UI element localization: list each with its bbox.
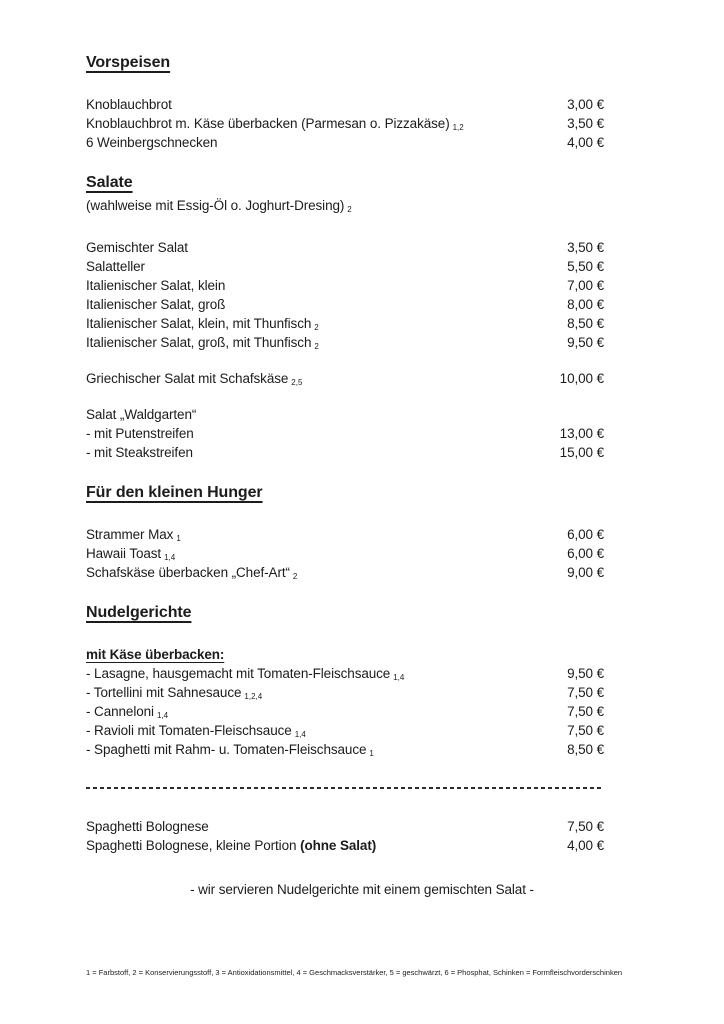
menu-group bbox=[86, 817, 604, 855]
item-name-text: Italienischer Salat, klein bbox=[86, 278, 226, 293]
item-name bbox=[86, 683, 548, 702]
item-name-text: - Canneloni bbox=[86, 704, 154, 719]
section-subtitle bbox=[86, 196, 604, 215]
menu-item-row bbox=[86, 276, 604, 295]
menu-item-row bbox=[86, 721, 604, 740]
item-name-text: Knoblauchbrot m. Käse überbacken (Parmesan o. Pizzakäse) bbox=[86, 116, 450, 131]
menu-section-nudelgerichte bbox=[86, 604, 604, 855]
item-price: 7,50 € bbox=[567, 685, 604, 700]
menu-item-row bbox=[86, 405, 604, 424]
footnote-ref: 2 bbox=[314, 323, 319, 332]
item-price: 9,00 € bbox=[567, 565, 604, 580]
item-name-text: - Ravioli mit Tomaten-Fleischsauce bbox=[86, 723, 292, 738]
footnote-legend: 1 = Farbstoff, 2 = Konservierungsstoff, 3 = Antioxidationsmittel, 4 = Geschmacksverstärker, 5 = geschwärzt, 6 = Phosphat, Schinken = Formfleischvorderschinken bbox=[86, 968, 623, 977]
item-name bbox=[86, 721, 548, 740]
item-name bbox=[86, 333, 548, 352]
footnote-ref: 1,4 bbox=[294, 730, 306, 739]
item-name bbox=[86, 238, 548, 257]
menu-item-row bbox=[86, 295, 604, 314]
menu-group bbox=[86, 95, 604, 152]
item-name-text: Schafskäse überbacken „Chef-Art“ bbox=[86, 565, 290, 580]
item-name-text: Spaghetti Bolognese, kleine Portion bbox=[86, 837, 301, 853]
item-price: 13,00 € bbox=[559, 426, 604, 441]
item-name-text: - Lasagne, hausgemacht mit Tomaten-Fleischsauce bbox=[86, 666, 391, 681]
item-price: 8,00 € bbox=[567, 297, 604, 312]
section-title: Nudelgerichte bbox=[86, 604, 192, 621]
menu-section-salate bbox=[86, 174, 604, 462]
item-price: 9,50 € bbox=[567, 335, 604, 350]
item-name-text: - mit Steakstreifen bbox=[86, 445, 193, 460]
item-name bbox=[86, 314, 548, 333]
item-price: 7,50 € bbox=[567, 723, 604, 738]
footnote-ref: 1,2,4 bbox=[244, 692, 263, 701]
item-price: 4,00 € bbox=[567, 837, 604, 853]
item-name bbox=[86, 702, 548, 721]
menu-item-row bbox=[86, 664, 604, 683]
menu-item-row bbox=[86, 333, 604, 352]
item-price: 7,50 € bbox=[567, 704, 604, 719]
footnote-ref: 1,4 bbox=[393, 673, 405, 682]
item-name-text: Strammer Max bbox=[86, 527, 174, 542]
section-subtitle-text: (wahlweise mit Essig-Öl o. Joghurt-Dresing) bbox=[86, 198, 345, 213]
section-header bbox=[86, 174, 604, 215]
menu-item-row bbox=[86, 424, 604, 443]
item-price: 5,50 € bbox=[567, 259, 604, 274]
item-name bbox=[86, 544, 548, 563]
item-name bbox=[86, 369, 548, 388]
item-name bbox=[86, 424, 548, 443]
section-title: Vorspeisen bbox=[86, 54, 171, 71]
item-name bbox=[86, 740, 548, 759]
item-price: 3,50 € bbox=[567, 116, 604, 131]
item-name bbox=[86, 295, 548, 314]
item-name-text: Hawaii Toast bbox=[86, 546, 162, 561]
item-name bbox=[86, 443, 548, 462]
item-price: 9,50 € bbox=[567, 666, 604, 681]
menu-section-vorspeisen bbox=[86, 54, 604, 152]
group-subhead: mit Käse überbacken: bbox=[86, 647, 225, 662]
menu-group bbox=[86, 405, 604, 462]
item-price: 15,00 € bbox=[559, 445, 604, 460]
item-name bbox=[86, 114, 548, 133]
item-price: 10,00 € bbox=[559, 371, 604, 386]
menu-group bbox=[86, 645, 604, 759]
item-price: 3,00 € bbox=[567, 97, 604, 112]
item-name bbox=[86, 133, 548, 152]
menu-item-row bbox=[86, 525, 604, 544]
item-name bbox=[86, 95, 548, 114]
section-title: Für den kleinen Hunger bbox=[86, 484, 263, 501]
item-name bbox=[86, 525, 548, 544]
item-name-text: Salat „Waldgarten“ bbox=[86, 407, 197, 422]
item-name-text: Griechischer Salat mit Schafskäse bbox=[86, 371, 289, 386]
menu-item-row bbox=[86, 702, 604, 721]
footnote-ref: 2 bbox=[347, 205, 352, 214]
closing-note: - wir servieren Nudelgerichte mit einem gemischten Salat - bbox=[190, 882, 534, 897]
menu-group bbox=[86, 369, 604, 388]
item-name-text: - Spaghetti mit Rahm- u. Tomaten-Fleischsauce bbox=[86, 742, 367, 757]
item-name-text: Gemischter Salat bbox=[86, 240, 188, 255]
item-price: 8,50 € bbox=[567, 316, 604, 331]
footnote-ref: 1,4 bbox=[156, 711, 169, 720]
item-name-text: 6 Weinbergschnecken bbox=[86, 135, 218, 150]
menu-content bbox=[86, 54, 604, 855]
item-price: 6,00 € bbox=[567, 546, 604, 561]
section-header bbox=[86, 484, 604, 502]
item-name bbox=[86, 817, 548, 836]
footnote-ref: 1 bbox=[369, 749, 374, 758]
item-name-text: - Tortellini mit Sahnesauce bbox=[86, 685, 242, 700]
item-name bbox=[86, 257, 548, 276]
item-name-text: Italienischer Salat, groß, mit Thunfisch bbox=[86, 335, 312, 350]
item-name-text: - mit Putenstreifen bbox=[86, 426, 194, 441]
section-header bbox=[86, 54, 604, 72]
item-name bbox=[86, 563, 548, 582]
item-price: 7,00 € bbox=[567, 278, 604, 293]
menu-item-row bbox=[86, 563, 604, 582]
footnote-ref: 1 bbox=[176, 534, 181, 543]
section-header bbox=[86, 604, 604, 622]
menu-item-row bbox=[86, 314, 604, 333]
menu-item-row bbox=[86, 238, 604, 257]
item-price: 4,00 € bbox=[567, 135, 604, 150]
menu-item-row bbox=[86, 683, 604, 702]
item-name bbox=[86, 276, 548, 295]
footnote-ref: 2 bbox=[314, 342, 319, 351]
menu-item-row bbox=[86, 95, 604, 114]
menu-item-row bbox=[86, 114, 604, 133]
item-name-text: Italienischer Salat, klein, mit Thunfisch bbox=[86, 316, 312, 331]
menu-item-row bbox=[86, 817, 604, 836]
menu-group bbox=[86, 238, 604, 352]
item-name-text: Salatteller bbox=[86, 259, 145, 274]
menu-section-für-den-kleinen-hunger bbox=[86, 484, 604, 582]
footnote-ref: 1,4 bbox=[164, 553, 176, 562]
item-price: 6,00 € bbox=[567, 527, 604, 542]
footnote-ref: 2 bbox=[292, 572, 298, 581]
menu-group bbox=[86, 525, 604, 582]
item-name bbox=[86, 664, 548, 683]
menu-item-row bbox=[86, 257, 604, 276]
item-name bbox=[86, 836, 548, 855]
footnote-ref: 2,5 bbox=[291, 378, 303, 387]
item-name bbox=[86, 405, 548, 424]
menu-item-row bbox=[86, 369, 604, 388]
item-price: 3,50 € bbox=[567, 240, 604, 255]
section-title: Salate bbox=[86, 174, 133, 191]
menu-item-row bbox=[86, 544, 604, 563]
dashed-divider bbox=[86, 787, 604, 789]
item-price: 7,50 € bbox=[567, 818, 604, 834]
item-name-text: Spaghetti Bolognese bbox=[86, 818, 209, 834]
menu-item-row bbox=[86, 836, 604, 855]
item-name-text: Knoblauchbrot bbox=[86, 97, 172, 112]
item-name-text: Italienischer Salat, groß bbox=[86, 297, 226, 312]
menu-item-row bbox=[86, 740, 604, 759]
menu-item-row bbox=[86, 443, 604, 462]
menu-item-row bbox=[86, 133, 604, 152]
item-price: 8,50 € bbox=[567, 742, 604, 757]
footnote-ref: 1,2 bbox=[452, 123, 464, 132]
item-name-bold: (ohne Salat) bbox=[300, 837, 377, 853]
